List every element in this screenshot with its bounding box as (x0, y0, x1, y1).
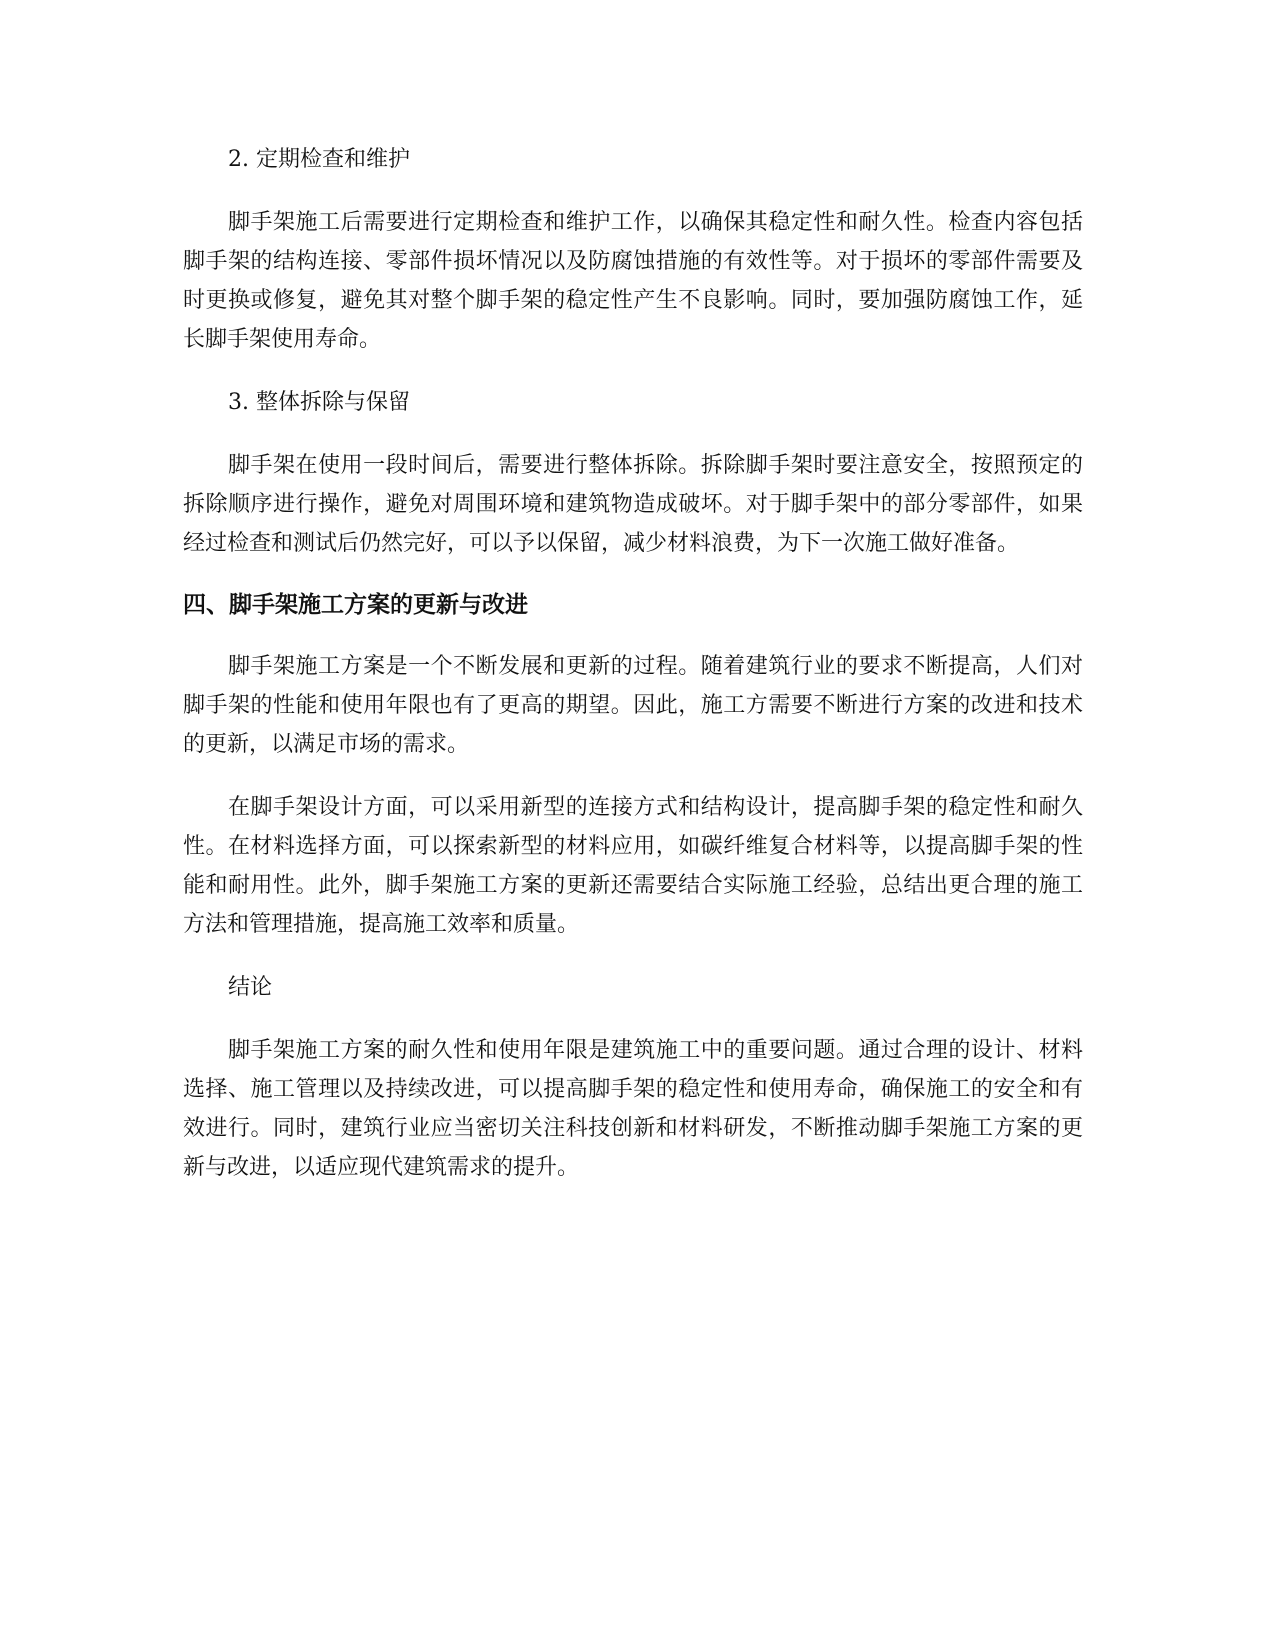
subheading-removal-retention: 3. 整体拆除与保留 (228, 390, 410, 415)
paragraph-design-materials: 在脚手架设计方面，可以采用新型的连接方式和结构设计，提高脚手架的稳定性和耐久性。在材料选择方面，可以探索新型的材料应用，如碳纤维复合材料等，以提高脚手架的性能和耐用性。此外，脚手架施工方案的更新还需要结合实际施工经验，总结出更合理的施工方法和管理措施，提高施工效率和质量。 (183, 795, 1083, 937)
conclusion-title: 结论 (228, 975, 273, 1000)
paragraph-removal: 脚手架在使用一段时间后，需要进行整体拆除。拆除脚手架时要注意安全，按照预定的拆除顺序进行操作，避免对周围环境和建筑物造成破坏。对于脚手架中的部分零部件，如果经过检查和测试后仍然完好，可以予以保留，减少材料浪费，为下一次施工做好准备。 (183, 453, 1083, 556)
subheading-periodic-inspection: 2. 定期检查和维护 (228, 147, 410, 172)
paragraph-maintenance: 脚手架施工后需要进行定期检查和维护工作，以确保其稳定性和耐久性。检查内容包括脚手架的结构连接、零部件损坏情况以及防腐蚀措施的有效性等。对于损坏的零部件需要及时更换或修复，避免其对整个脚手架的稳定性产生不良影响。同时，要加强防腐蚀工作，延长脚手架使用寿命。 (183, 210, 1083, 352)
document-page (183, 140, 1083, 1211)
paragraph-conclusion: 脚手架施工方案的耐久性和使用年限是建筑施工中的重要问题。通过合理的设计、材料选择、施工管理以及持续改进，可以提高脚手架的稳定性和使用寿命，确保施工的安全和有效进行。同时，建筑行业应当密切关注科技创新和材料研发，不断推动脚手架施工方案的更新与改进，以适应现代建筑需求的提升。 (183, 1038, 1083, 1180)
section-heading-update-improvement: 四、脚手架施工方案的更新与改进 (183, 592, 528, 618)
paragraph-update-process: 脚手架施工方案是一个不断发展和更新的过程。随着建筑行业的要求不断提高，人们对脚手架的性能和使用年限也有了更高的期望。因此，施工方需要不断进行方案的改进和技术的更新，以满足市场的需求。 (183, 654, 1083, 757)
